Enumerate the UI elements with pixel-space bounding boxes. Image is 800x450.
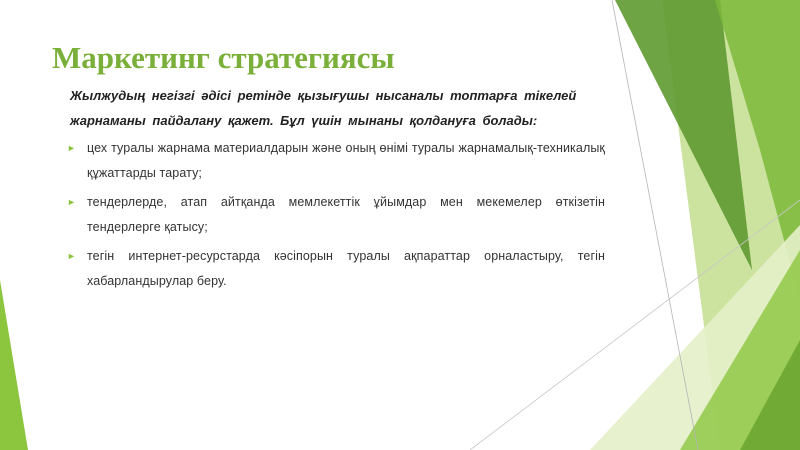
bullet-arrow-icon: ► <box>67 251 77 261</box>
list-item <box>65 190 605 240</box>
bullet-arrow-icon: ► <box>67 197 77 207</box>
bullet-list <box>65 136 605 298</box>
slide-title: Маркетинг стратегиясы <box>52 40 395 75</box>
list-item <box>65 136 605 186</box>
intro-text: Жылжудың негізгі әдісі ретінде қызығушы нысаналы топтарға тікелей жарнаманы пайдалану қажет. Бұл үшін мынаны қолдануға болады: <box>70 88 577 128</box>
list-item <box>65 244 605 294</box>
list-item-text: цех туралы жарнама материалдарын және оның өнімі туралы жарнамалық-техникалық құжаттарды тарату; <box>87 141 605 180</box>
list-item-text: тендерлерде, атап айтқанда мемлекеттік ұйымдар мен мекемелер өткізетін тендерлерге қатысу; <box>87 195 605 234</box>
left-edge-triangle <box>0 280 28 450</box>
bullet-arrow-icon: ► <box>67 143 77 153</box>
list-item-text: тегін интернет-ресурстарда кәсіпорын туралы ақпараттар орналастыру, тегін хабарландырулар беру. <box>87 249 605 288</box>
